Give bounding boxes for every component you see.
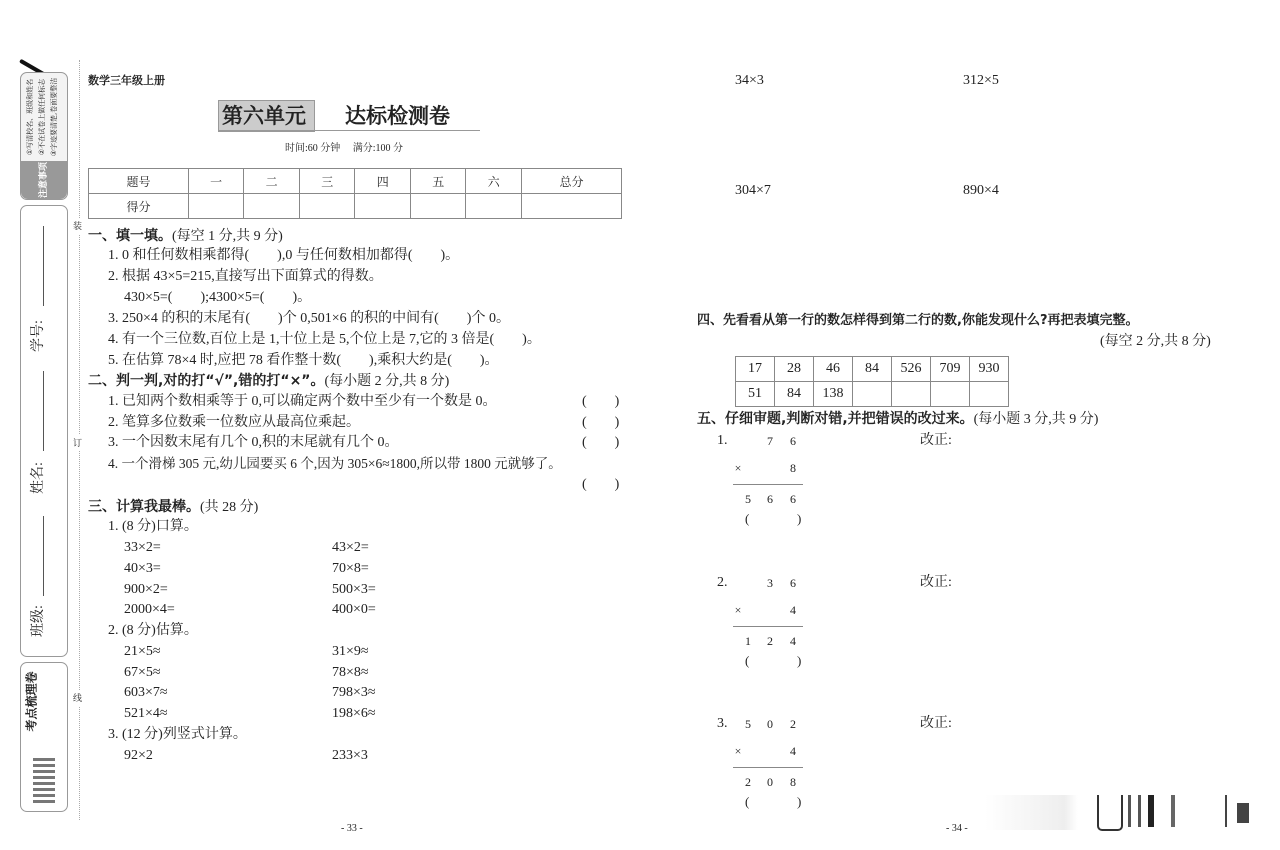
- score-header: 二: [244, 169, 300, 194]
- problem-number: 3.: [717, 716, 728, 731]
- notice-box: [20, 72, 68, 200]
- calc-item: 33×2=: [124, 540, 161, 555]
- digit: 0: [767, 775, 773, 789]
- digit: 8: [790, 775, 796, 789]
- correction-label: 改正:: [920, 716, 952, 731]
- score-header: 五: [410, 169, 466, 194]
- pattern-table: [735, 356, 1009, 407]
- digit: 5: [745, 717, 751, 731]
- judge-blank-close[interactable]: ): [797, 794, 802, 809]
- score-cell[interactable]: [299, 194, 355, 219]
- class-field[interactable]: 班级:: [30, 605, 46, 637]
- table-cell: 46: [814, 357, 853, 382]
- answer-cell[interactable]: [853, 382, 892, 407]
- section-title: 五、仔细审题,判断对错,并把错误的改过来。: [697, 411, 974, 427]
- digit: 6: [790, 492, 796, 506]
- calc-item: 40×3=: [124, 561, 161, 576]
- table-cell: 84: [853, 357, 892, 382]
- section-title: 四、先看看从第一行的数怎样得到第二行的数,你能发现什么?再把表填完整。: [697, 313, 1139, 328]
- digit: 2: [745, 775, 751, 789]
- score-header: 三: [299, 169, 355, 194]
- calc-item: 603×7≈: [124, 685, 168, 700]
- digit: 6: [767, 492, 773, 506]
- score-row-label: 得分: [89, 194, 189, 219]
- digit: 1: [745, 634, 751, 648]
- equals-line: [733, 484, 803, 485]
- unit-title: 第六单元: [222, 104, 306, 128]
- digit: 6: [790, 576, 796, 590]
- score-cell[interactable]: [466, 194, 522, 219]
- correction-label: 改正:: [920, 433, 952, 448]
- digit: 8: [790, 461, 796, 475]
- table-cell: 84: [775, 382, 814, 407]
- digit: 4: [790, 603, 796, 617]
- score-cell[interactable]: [188, 194, 244, 219]
- section-1-heading: [88, 228, 283, 245]
- section-note: (每小题 2 分,共 8 分): [324, 374, 450, 389]
- answer-blank[interactable]: ( ): [582, 477, 620, 492]
- id-field[interactable]: 学号:: [30, 320, 46, 352]
- judge-blank-close[interactable]: ): [797, 653, 802, 668]
- answer-cell[interactable]: [892, 382, 931, 407]
- judge-blank-open[interactable]: (: [745, 653, 750, 668]
- notice-title: 注意事项: [39, 161, 49, 198]
- question: 4. 一个滑梯 305 元,幼儿园要买 6 个,因为 305×6≈1800,所以带 1800 元就够了。: [108, 456, 562, 471]
- question: 2. 根据 43×5=215,直接写出下面算式的得数。: [108, 269, 383, 284]
- calc-item: 70×8=: [332, 561, 369, 576]
- calc-item: 304×7: [735, 183, 771, 198]
- times-sign: ×: [734, 461, 742, 475]
- section-5-heading: [697, 411, 1098, 428]
- calc-item: 521×4≈: [124, 706, 168, 721]
- scan-artifact: [985, 795, 1250, 830]
- calc-item: 43×2=: [332, 540, 369, 555]
- section-note: (共 28 分): [200, 500, 259, 515]
- calc-item: 798×3≈: [332, 685, 376, 700]
- calc-item: 2000×4=: [124, 602, 175, 617]
- answer-blank[interactable]: ( ): [582, 394, 620, 409]
- answer-cell[interactable]: [970, 382, 1009, 407]
- notice-item: ③字迹要清楚,卷面要整洁: [50, 77, 58, 157]
- logo-text: 考点梳理卷: [24, 671, 39, 732]
- judge-blank-open[interactable]: (: [745, 511, 750, 526]
- logo-bars-icon: [33, 758, 55, 803]
- calc-item: 198×6≈: [332, 706, 376, 721]
- table-cell: 709: [931, 357, 970, 382]
- question: 3. 250×4 的积的末尾有( )个 0,501×6 的积的中间有( )个 0。: [108, 311, 510, 326]
- exam-meta: 时间:60 分钟 满分:100 分: [285, 143, 404, 154]
- score-header: 一: [188, 169, 244, 194]
- judge-blank-open[interactable]: (: [745, 794, 750, 809]
- answer-blank[interactable]: ( ): [582, 435, 620, 450]
- score-cell[interactable]: [244, 194, 300, 219]
- calc-item: 78×8≈: [332, 665, 369, 680]
- times-sign: ×: [734, 603, 742, 617]
- question: 430×5=( );4300×5=( )。: [124, 290, 312, 305]
- calc-item: 500×3=: [332, 582, 376, 597]
- digit: 6: [790, 434, 796, 448]
- table-cell: 526: [892, 357, 931, 382]
- digit: 3: [767, 576, 773, 590]
- section-note: (每空 1 分,共 9 分): [172, 229, 283, 244]
- equals-line: [733, 767, 803, 768]
- notice-item: ②不在试卷上做任何标志: [38, 78, 46, 156]
- table-cell: 17: [736, 357, 775, 382]
- binding-mark: 订: [73, 435, 82, 451]
- score-header: 总分: [522, 169, 622, 194]
- logo-box: [20, 662, 68, 812]
- question: 1. 已知两个数相乘等于 0,可以确定两个数中至少有一个数是 0。: [108, 394, 497, 409]
- score-cell[interactable]: [522, 194, 622, 219]
- calc-item: 67×5≈: [124, 665, 161, 680]
- digit: 7: [767, 434, 773, 448]
- name-field[interactable]: 姓名:: [30, 462, 46, 494]
- book-label: 数学三年级上册: [88, 75, 165, 87]
- question: 2. 笔算多位数乘一位数应从最高位乘起。: [108, 415, 360, 430]
- score-table: [88, 168, 622, 219]
- section-title: 二、判一判,对的打“√”,错的打“×”。: [88, 373, 325, 389]
- problem-number: 1.: [717, 433, 728, 448]
- score-header: 四: [355, 169, 411, 194]
- page-title: 达标检测卷: [345, 104, 450, 128]
- table-cell: 51: [736, 382, 775, 407]
- calc-item: 92×2: [124, 748, 153, 763]
- calc-item: 34×3: [735, 73, 764, 88]
- digit: 4: [790, 634, 796, 648]
- question: 3. 一个因数末尾有几个 0,积的末尾就有几个 0。: [108, 435, 399, 450]
- calc-item: 890×4: [963, 183, 999, 198]
- equals-line: [733, 626, 803, 627]
- score-cell[interactable]: [410, 194, 466, 219]
- digit: 2: [767, 634, 773, 648]
- score-cell[interactable]: [355, 194, 411, 219]
- score-header: 六: [466, 169, 522, 194]
- answer-blank[interactable]: ( ): [582, 415, 620, 430]
- question: 5. 在估算 78×4 时,应把 78 看作整十数( ),乘积大约是( )。: [108, 353, 499, 368]
- section-title: 三、计算我最棒。: [88, 499, 200, 515]
- calc-item: 900×2=: [124, 582, 168, 597]
- table-cell: 930: [970, 357, 1009, 382]
- binding-mark: 装: [73, 218, 82, 234]
- correction-label: 改正:: [920, 575, 952, 590]
- problem-number: 2.: [717, 575, 728, 590]
- calc-item: 21×5≈: [124, 644, 161, 659]
- sub-question: 3. (12 分)列竖式计算。: [108, 727, 247, 742]
- score-header: 题号: [89, 169, 189, 194]
- table-cell: 138: [814, 382, 853, 407]
- table-cell: 28: [775, 357, 814, 382]
- calc-item: 31×9≈: [332, 644, 369, 659]
- digit: 5: [745, 492, 751, 506]
- calc-item: 233×3: [332, 748, 368, 763]
- section-note: (每空 2 分,共 8 分): [1100, 334, 1211, 349]
- calc-item: 312×5: [963, 73, 999, 88]
- digit: 2: [790, 717, 796, 731]
- digit: 0: [767, 717, 773, 731]
- question: 4. 有一个三位数,百位上是 1,十位上是 5,个位上是 7,它的 3 倍是( )。: [108, 332, 541, 347]
- answer-cell[interactable]: [931, 382, 970, 407]
- judge-blank-close[interactable]: ): [797, 511, 802, 526]
- page-number: - 34 -: [946, 823, 968, 834]
- calc-item: 400×0=: [332, 602, 376, 617]
- question: 1. 0 和任何数相乘都得( ),0 与任何数相加都得( )。: [108, 248, 460, 263]
- section-3-heading: [88, 499, 258, 516]
- sub-question: 2. (8 分)估算。: [108, 623, 198, 638]
- binding-mark: 线: [73, 690, 82, 706]
- digit: 4: [790, 744, 796, 758]
- sub-question: 1. (8 分)口算。: [108, 519, 198, 534]
- times-sign: ×: [734, 744, 742, 758]
- section-2-heading: [88, 373, 449, 390]
- section-title: 一、填一填。: [88, 228, 172, 244]
- page-number: - 33 -: [341, 823, 363, 834]
- section-note: (每小题 3 分,共 9 分): [973, 412, 1099, 427]
- student-info-box: [20, 205, 68, 657]
- notice-item: ①写清校名、班级和姓名: [26, 78, 34, 156]
